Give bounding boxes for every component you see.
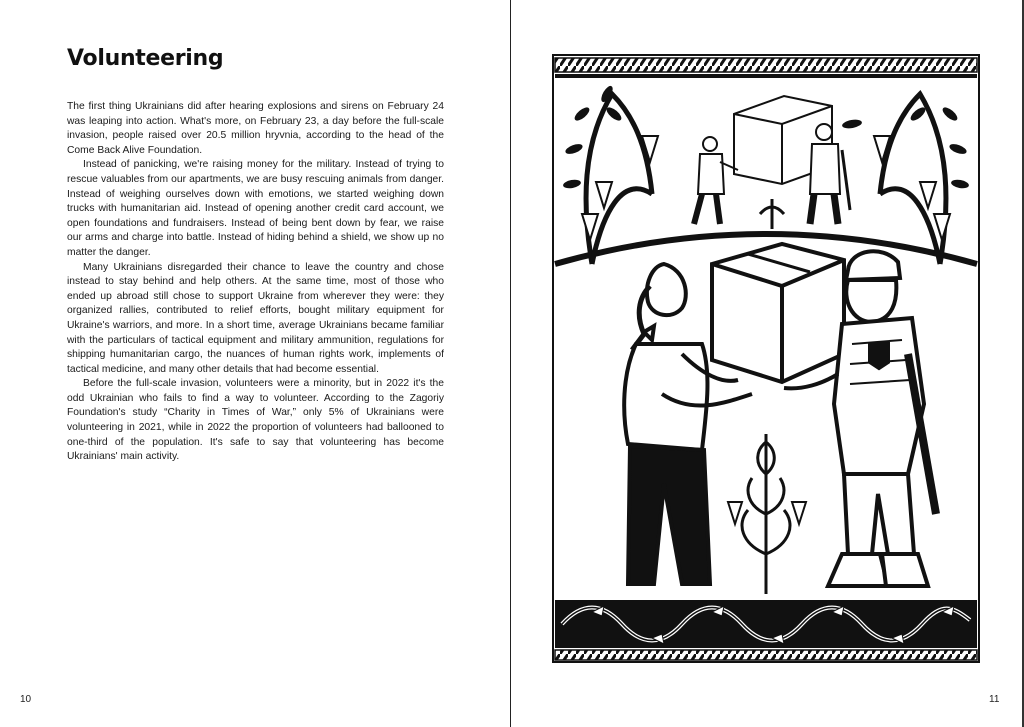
paragraph-4: Before the full-scale invasion, volunteers were a minority, but in 2022 it's the odd Ukrainian who fails to find a way to volunteer. According to the Zagoriy Foundation's study “Charity in Times of War,” only 5% of Ukrainians were volunteering in 2021, while in 2022 the proportion of volunteers had ballooned to one-third of the population. It's safe to say that volunteering has become Ukrainians' main activity. bbox=[67, 378, 444, 463]
page-number-right: 11 bbox=[989, 694, 1000, 705]
paragraph-3: Many Ukrainians disregarded their chance to leave the country and chose instead to stay behind and help others. At the same time, most of those who ended up abroad still chose to support Ukraine from wherever they were: they organized rallies, contributed to relief efforts, bought military equipment for Ukraine's warriors, and more. In a short time, average Ukrainians became familiar with the particulars of tactical equipment and military ammunition, regulations for shipping humanitarian cargo, the nuances of human rights work, implements of tactical medicine, and many other details that had become essential. bbox=[67, 261, 444, 375]
paragraph-1: The first thing Ukrainians did after hearing explosions and sirens on February 24 was leaping into action. What's more, on February 23, a day before the full-scale invasion, people raised over 20.5 million hryvnia, according to the head of the Come Back Alive Foundation. bbox=[67, 101, 444, 156]
top-hatch-band bbox=[555, 58, 977, 72]
article-body bbox=[67, 100, 444, 465]
page-title: Volunteering bbox=[67, 46, 224, 71]
cardboard-box-icon bbox=[712, 244, 844, 382]
left-page bbox=[0, 0, 510, 727]
paragraph-2: Instead of panicking, we're raising money for the military. Instead of trying to rescue valuables from our apartments, we are busy rescuing animals from danger. Instead of weighing ourselves down with emotions, we started weighing down trucks with humanitarian aid. Instead of opening another credit card account, we open foundations and fundraisers. Instead of being bent down by fear, we raise our arms and charge into battle. Instead of hiding behind a shield, we show up no matter the danger. bbox=[67, 159, 444, 258]
trident-badge bbox=[870, 344, 888, 368]
volunteering-illustration bbox=[552, 54, 980, 663]
page-number-left: 10 bbox=[20, 694, 32, 705]
helmet bbox=[846, 251, 900, 280]
